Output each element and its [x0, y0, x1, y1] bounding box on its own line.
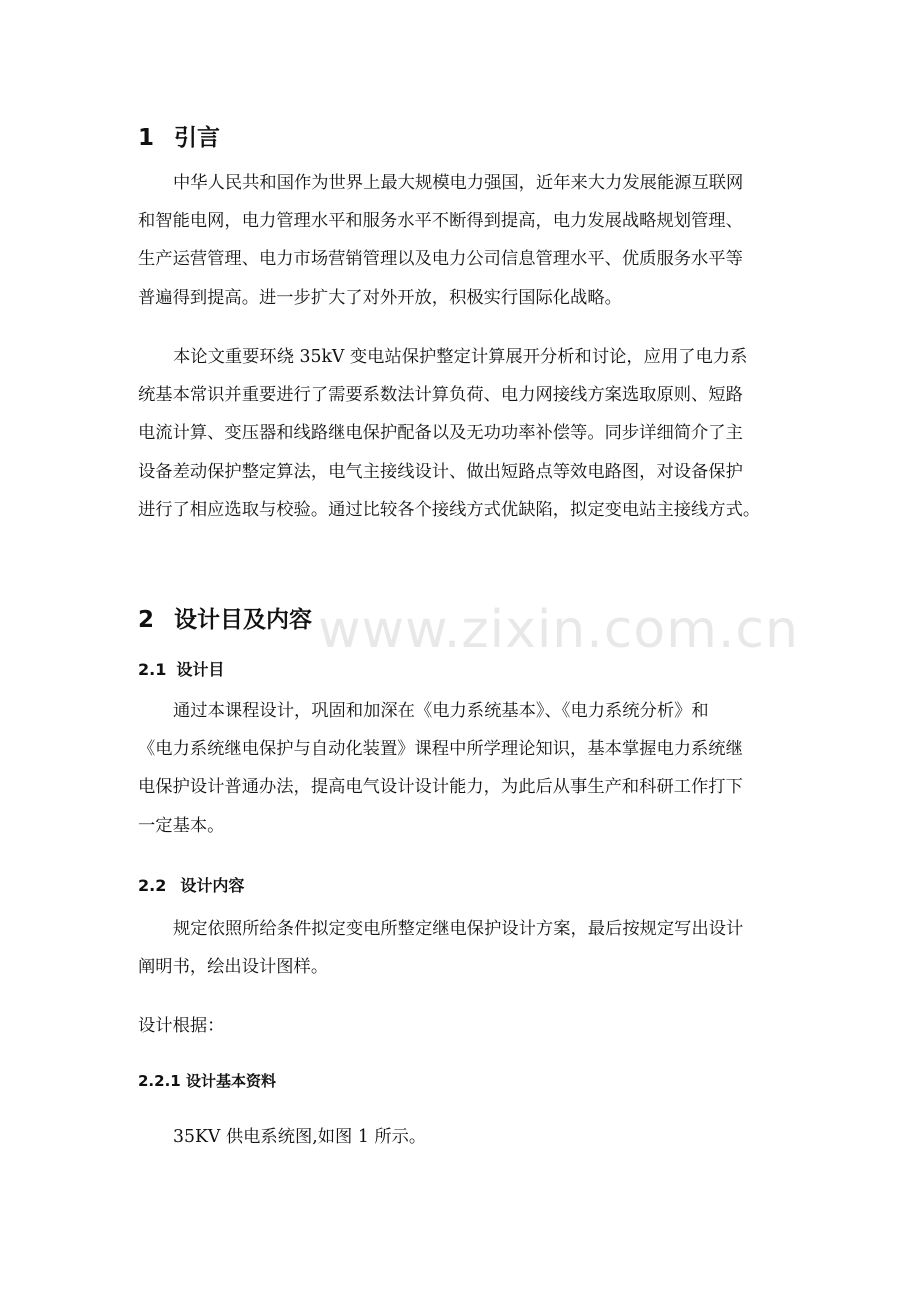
section-2-1-paragraph [138, 692, 788, 845]
paragraph-line: 设备差动保护整定算法，电气主接线设计、做出短路点等效电路图，对设备保护 [138, 461, 743, 482]
section-1-paragraph-1 [138, 164, 788, 317]
paragraph-line: 统基本常识并重要进行了需要系数法计算负荷、电力网接线方案选取原则、短路 [138, 385, 743, 406]
paragraph-line: 阐明书，绘出设计图样。 [138, 957, 329, 978]
paragraph-line: 规定依照所给条件拟定变电所整定继电保护设计方案，最后按规定写出设计 [173, 919, 744, 939]
section-2-heading [138, 604, 312, 636]
paragraph-line: 《电力系统继电保护与自动化装置》课程中所学理论知识，基本掌握电力系统继 [138, 739, 743, 760]
section-2-title: 设计目及内容 [174, 607, 312, 633]
section-2-1-number: 2.1 [138, 660, 167, 679]
paragraph-line: 普遍得到提高。进一步扩大了对外开放，积极实行国际化战略。 [138, 287, 622, 308]
watermark: www.zixin.com.cn [318, 600, 799, 660]
paragraph-line: 通过本课程设计，巩固和加深在《电力系统基本》、《电力系统分析》和 [173, 701, 709, 721]
section-2-2-heading [138, 874, 244, 898]
section-2-1-title: 设计目 [176, 660, 225, 679]
paragraph-line: 进行了相应选取与校验。通过比较各个接线方式优缺陷，拟定变电站主接线方式。 [138, 499, 761, 520]
paragraph-line: 和智能电网，电力管理水平和服务水平不断得到提高，电力发展战略规划管理、 [138, 211, 743, 232]
section-2-1-heading [138, 658, 224, 682]
section-1-heading [138, 122, 220, 154]
section-2-2-paragraph [138, 910, 788, 986]
section-1-paragraph-2 [138, 338, 788, 529]
section-2-2-1-text: 35KV 供电系统图,如图 1 所示。 [173, 1127, 427, 1147]
section-2-number: 2 [138, 607, 155, 633]
section-2-2-1-number: 2.2.1 [138, 1072, 181, 1090]
section-2-2-number: 2.2 [138, 876, 167, 895]
section-2-2-1-heading [138, 1069, 276, 1093]
paragraph-line: 生产运营管理、电力市场营销管理以及电力公司信息管理水平、优质服务水平等 [138, 249, 743, 270]
paragraph-line: 本论文重要环绕 35kV 变电站保护整定计算展开分析和讨论，应用了电力系 [173, 347, 748, 367]
paragraph-line: 电流计算、变压器和线路继电保护配备以及无功功率补偿等。同步详细简介了主 [138, 423, 743, 444]
section-1-title: 引言 [174, 125, 220, 151]
design-basis-label: 设计根据： [138, 1016, 225, 1036]
section-2-2-1-title: 设计基本资料 [185, 1072, 276, 1090]
paragraph-line: 中华人民共和国作为世界上最大规模电力强国，近年来大力发展能源互联网 [173, 173, 744, 193]
section-1-number: 1 [138, 125, 155, 151]
section-2-2-title: 设计内容 [180, 876, 245, 895]
paragraph-line: 一定基本。 [138, 815, 225, 836]
paragraph-line: 电保护设计普通办法，提高电气设计设计能力，为此后从事生产和科研工作打下 [138, 777, 743, 798]
